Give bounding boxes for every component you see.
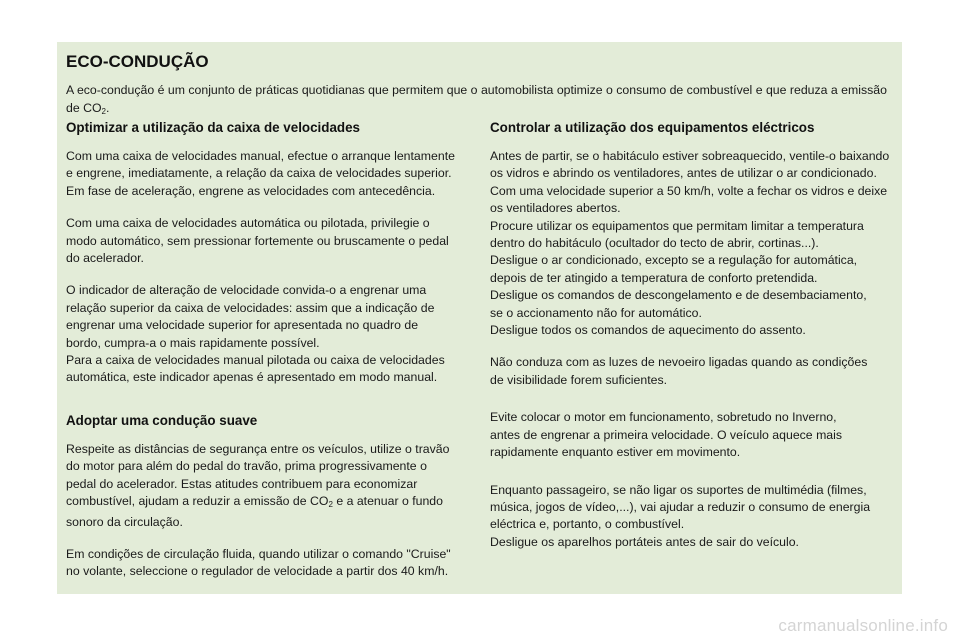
electrical-paragraph-4: Enquanto passageiro, se não ligar os suportes de multimédia (filmes, música, jogos de vídeo,...), vai ajudar a reduzir o consumo de energia eléctrica e, portanto, o combustível. Desligue os aparelhos portáteis antes de sair do veículo. [490,482,871,549]
page-title: ECO-CONDUÇÃO [66,52,209,71]
electrical-paragraph-3: Evite colocar o motor em funcionamento, sobretudo no Inverno, antes de engrenar a primeira velocidade. O veículo aquece mais rapidamente enquanto estiver em movimento. [490,410,843,460]
gearbox-paragraph-3: O indicador de alteração de velocidade convida-o a engrenar uma relação superior da caixa de velocidades: assim que a indicação de engrenar uma velocidade superior for apresentada no quadro de bordo, cumpra-a o mais rapidamente possível. Para a caixa de velocidades manual pilotada ou caixa de velocidades automática, este indicador apenas é apresentado em modo manual. [66,283,445,385]
intro-end: . [106,101,110,115]
electrical-paragraph-1: Antes de partir, se o habitáculo estiver sobreaquecido, ventile-o baixando os vidros e abrindo os ventiladores, antes de utilizar o ar condicionado. Com uma velocidade superior a 50 km/h, volte a fechar os vidros e deixe os ventiladores abertos. Procure utilizar os equipamentos que permitam limitar a temperatura dentro do habitáculo (ocultador do tecto de abrir, cortinas...). Desligue o ar condicionado, excepto se a regulação for automática, depois de ter atingido a temperatura de conforto pretendida. Desligue os comandos de descongelamento e de desembaciamento, se o accionamento não for automático. Desligue todos os comandos de aquecimento do assento. [490,149,890,338]
smooth-driving-text-a: Respeite as distâncias de segurança entre os veículos, utilize o travão do motor para além do pedal do travão, prima progressivamente o pedal do acelerador. Estas atitudes contribuem para economizar combustível, ajudam a reduzir a emissão de CO [66,441,450,509]
gearbox-paragraph-2: Com uma caixa de velocidades automática ou pilotada, privilegie o modo automático, sem pressionar fortemente ou bruscamente o pedal do acelerador. [66,216,449,266]
left-column [66,120,476,581]
section-heading-gearbox: Optimizar a utilização da caixa de velocidades [66,120,360,135]
electrical-paragraph-2: Não conduza com as luzes de nevoeiro ligadas quando as condições de visibilidade forem suficientes. [490,355,868,387]
watermark: carmanualsonline.info [778,616,948,635]
intro-paragraph [66,81,896,121]
section-heading-electrical: Controlar a utilização dos equipamentos eléctricos [490,120,815,135]
smooth-driving-subscript: 2 [328,500,333,510]
smooth-driving-paragraph-1 [66,441,476,531]
section-heading-smooth-driving: Adoptar uma condução suave [66,412,258,428]
smooth-driving-paragraph-2: Em condições de circulação fluida, quando utilizar o comando "Cruise" no volante, seleccione o regulador de velocidade a partir dos 40 km/h. [66,546,451,579]
right-column [490,120,902,551]
intro-text: A eco-condução é um conjunto de práticas quotidianas que permitem que o automobilista optimize o consumo de combustível e que reduza a emissão de CO [66,83,887,115]
gearbox-paragraph-1: Com uma caixa de velocidades manual, efectue o arranque lentamente e engrene, imediatamente, a relação da caixa de velocidades superior. Em fase de aceleração, engrene as velocidades com antecedência. [66,149,455,198]
smooth-driving-text-b: e a atenuar o fundo sonoro da circulação. [66,494,443,529]
intro-subscript: 2 [101,107,106,116]
